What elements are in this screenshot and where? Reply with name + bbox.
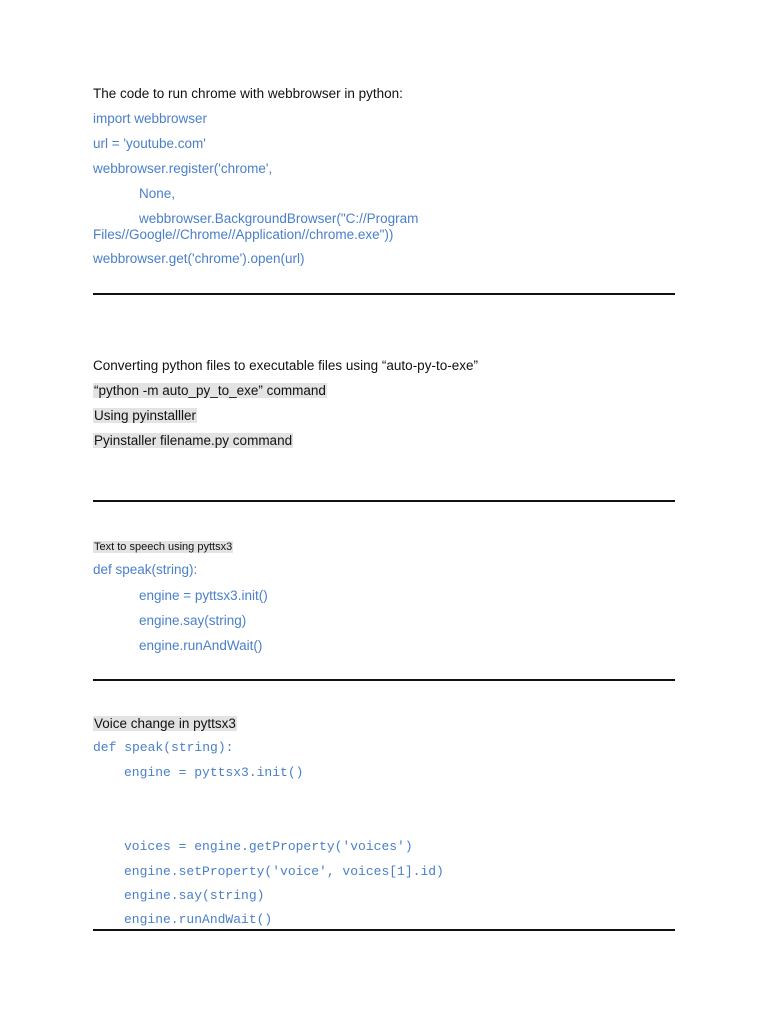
- section-divider: [93, 293, 675, 295]
- code-line: webbrowser.register('chrome',: [93, 161, 273, 176]
- section3-heading: Text to speech using pyttsx3: [94, 541, 233, 553]
- section2-heading: Converting python files to executable files using “auto-py-to-exe”: [93, 358, 478, 373]
- code-line: voices = engine.getProperty('voices'): [124, 839, 413, 854]
- highlighted-line: “python -m auto_py_to_exe” command: [94, 383, 326, 398]
- code-line: webbrowser.BackgroundBrowser("C://Program: [139, 211, 419, 226]
- section-divider: [93, 500, 675, 502]
- code-line: engine.runAndWait(): [139, 638, 263, 653]
- code-line: engine.setProperty('voice', voices[1].id): [124, 864, 444, 879]
- section4-heading: Voice change in pyttsx3: [94, 716, 236, 731]
- highlighted-line: Pyinstaller filename.py command: [94, 433, 293, 448]
- code-line: engine.say(string): [139, 613, 247, 628]
- highlighted-line: Using pyinstalller: [94, 408, 197, 423]
- code-line: def speak(string):: [93, 740, 234, 755]
- code-line: def speak(string):: [93, 562, 198, 577]
- section1-heading: The code to run chrome with webbrowser in python:: [93, 86, 403, 101]
- code-line: engine.runAndWait(): [124, 912, 273, 927]
- section-divider: [93, 929, 675, 931]
- code-line: engine = pyttsx3.init(): [124, 765, 304, 780]
- section-divider: [93, 679, 675, 681]
- code-line: engine.say(string): [124, 888, 265, 903]
- code-line: import webbrowser: [93, 111, 208, 126]
- code-line: engine = pyttsx3.init(): [139, 588, 268, 603]
- code-line: Files//Google//Chrome//Application//chrome.exe")): [93, 227, 394, 242]
- code-line: None,: [139, 186, 176, 201]
- code-line: webbrowser.get('chrome').open(url): [93, 251, 305, 266]
- code-line: url = 'youtube.com': [93, 136, 206, 151]
